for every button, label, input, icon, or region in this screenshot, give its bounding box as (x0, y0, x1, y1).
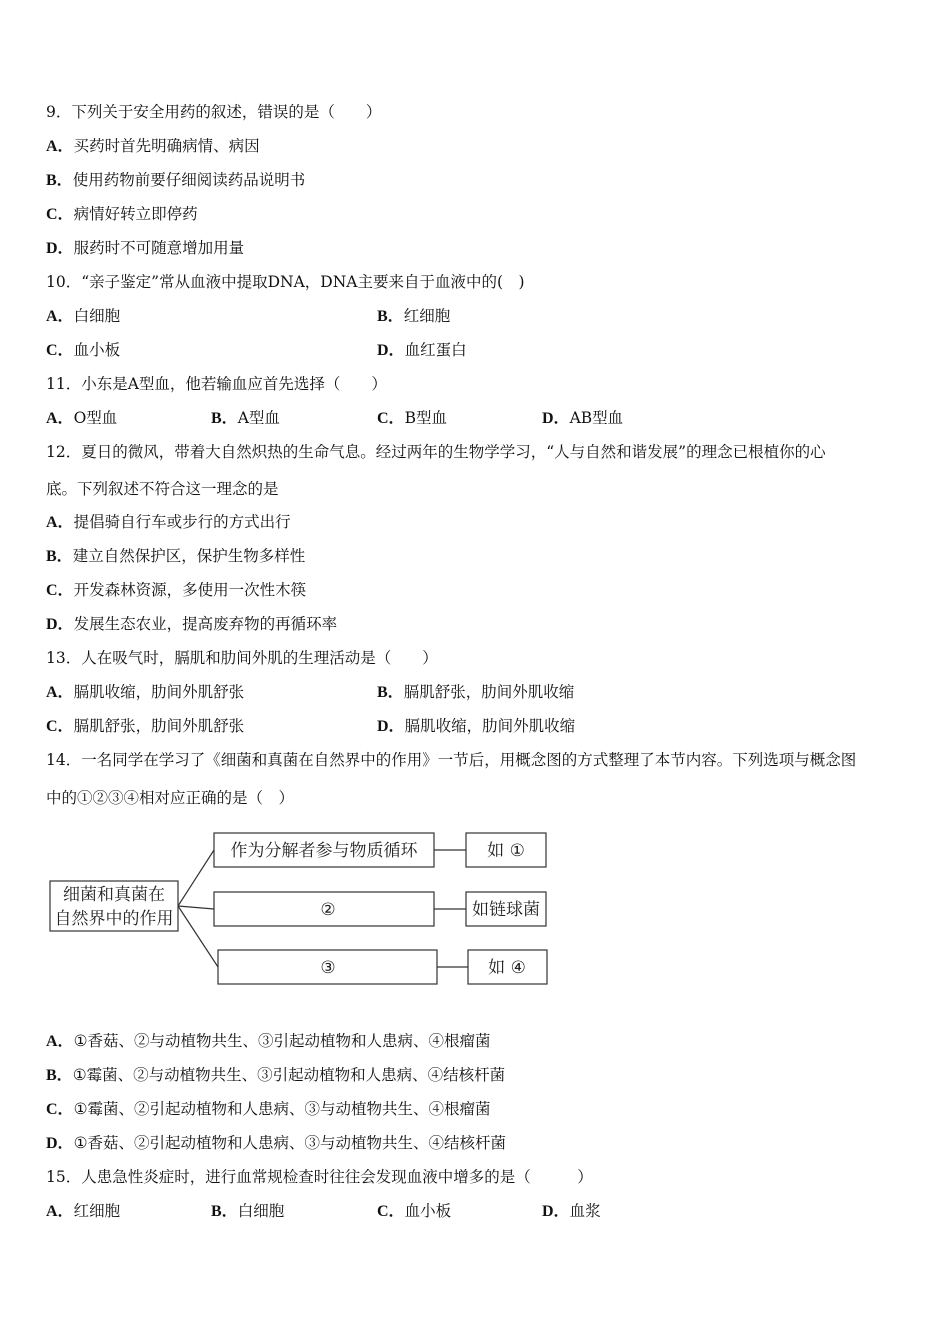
concept-map-diagram (46, 826, 566, 996)
question-15-option-c[interactable]: C．血小板 (377, 1202, 452, 1220)
branch-label-3: ③ (320, 958, 336, 978)
branch-label-1: 作为分解者参与物质循环 (230, 841, 418, 861)
question-9-option-c[interactable]: C．病情好转立即停药 (46, 205, 198, 223)
question-9-stem: 9．下列关于安全用药的叙述，错误的是（ ） (46, 103, 382, 121)
question-9-option-a[interactable]: A．买药时首先明确病情、病因 (46, 137, 260, 155)
question-9-option-d[interactable]: D．服药时不可随意增加用量 (46, 239, 245, 257)
question-11-option-b[interactable]: B．A型血 (211, 409, 280, 427)
question-11-option-a[interactable]: A．O型血 (46, 409, 118, 427)
question-14-option-d[interactable]: D．①香菇、②引起动植物和人患病、③与动植物共生、④结核杆菌 (46, 1134, 506, 1152)
question-14-option-a[interactable]: A．①香菇、②与动植物共生、③引起动植物和人患病、④根瘤菌 (46, 1032, 491, 1050)
question-10-option-a[interactable]: A．白细胞 (46, 307, 121, 325)
question-12-option-b[interactable]: B．建立自然保护区，保护生物多样性 (46, 547, 306, 565)
connector-1 (178, 850, 214, 906)
question-9-option-b[interactable]: B．使用药物前要仔细阅读药品说明书 (46, 171, 306, 189)
question-14-stem-line1: 14．一名同学在学习了《细菌和真菌在自然界中的作用》一节后，用概念图的方式整理了本节内容。下列选项与概念图 (46, 751, 857, 769)
question-10-option-c[interactable]: C．血小板 (46, 341, 121, 359)
question-12-option-d[interactable]: D．发展生态农业，提高废弃物的再循环率 (46, 615, 338, 633)
question-14-option-b[interactable]: B．①霉菌、②与动植物共生、③引起动植物和人患病、④结核杆菌 (46, 1066, 506, 1084)
root-label-line1: 细菌和真菌在 (63, 885, 165, 905)
branch-label-2: ② (320, 900, 336, 920)
question-13-option-c[interactable]: C．膈肌舒张，肋间外肌舒张 (46, 717, 245, 735)
question-12-option-c[interactable]: C．开发森林资源，多使用一次性木筷 (46, 581, 307, 599)
question-14-stem-line2: 中的①②③④相对应正确的是（ ） (46, 789, 295, 807)
question-15-stem: 15．人患急性炎症时，进行血常规检查时往往会发现血液中增多的是（ ） (46, 1168, 593, 1186)
example-label-1: 如 ① (487, 841, 525, 861)
question-10-stem: 10．“亲子鉴定”常从血液中提取DNA，DNA主要来自于血液中的( ) (46, 273, 525, 291)
question-11-stem: 11．小东是A型血，他若输血应首先选择（ ） (46, 375, 387, 393)
root-label-line2: 自然界中的作用 (54, 909, 174, 929)
question-13-option-b[interactable]: B．膈肌舒张，肋间外肌收缩 (377, 683, 575, 701)
question-13-stem: 13．人在吸气时，膈肌和肋间外肌的生理活动是（ ） (46, 649, 438, 667)
question-15-option-d[interactable]: D．血浆 (542, 1202, 601, 1220)
example-label-2: 如链球菌 (472, 900, 540, 920)
question-12-option-a[interactable]: A．提倡骑自行车或步行的方式出行 (46, 513, 291, 531)
question-14-option-c[interactable]: C．①霉菌、②引起动植物和人患病、③与动植物共生、④根瘤菌 (46, 1100, 491, 1118)
question-15-option-a[interactable]: A．红细胞 (46, 1202, 121, 1220)
connector-3 (178, 906, 218, 967)
question-13-option-d[interactable]: D．膈肌收缩，肋间外肌收缩 (377, 717, 576, 735)
question-11-option-c[interactable]: C．B型血 (377, 409, 447, 427)
example-label-3: 如 ④ (488, 958, 526, 978)
question-13-option-a[interactable]: A．膈肌收缩，肋间外肌舒张 (46, 683, 245, 701)
question-10-option-b[interactable]: B．红细胞 (377, 307, 451, 325)
question-12-stem-line2: 底。下列叙述不符合这一理念的是 (46, 480, 279, 498)
question-12-stem-line1: 12．夏日的微风，带着大自然炽热的生命气息。经过两年的生物学学习，“人与自然和谐发展”的理念已根植你的心 (46, 443, 826, 461)
connector-2 (178, 906, 214, 909)
question-10-option-d[interactable]: D．血红蛋白 (377, 341, 467, 359)
question-11-option-d[interactable]: D．AB型血 (542, 409, 624, 427)
question-15-option-b[interactable]: B．白细胞 (211, 1202, 285, 1220)
